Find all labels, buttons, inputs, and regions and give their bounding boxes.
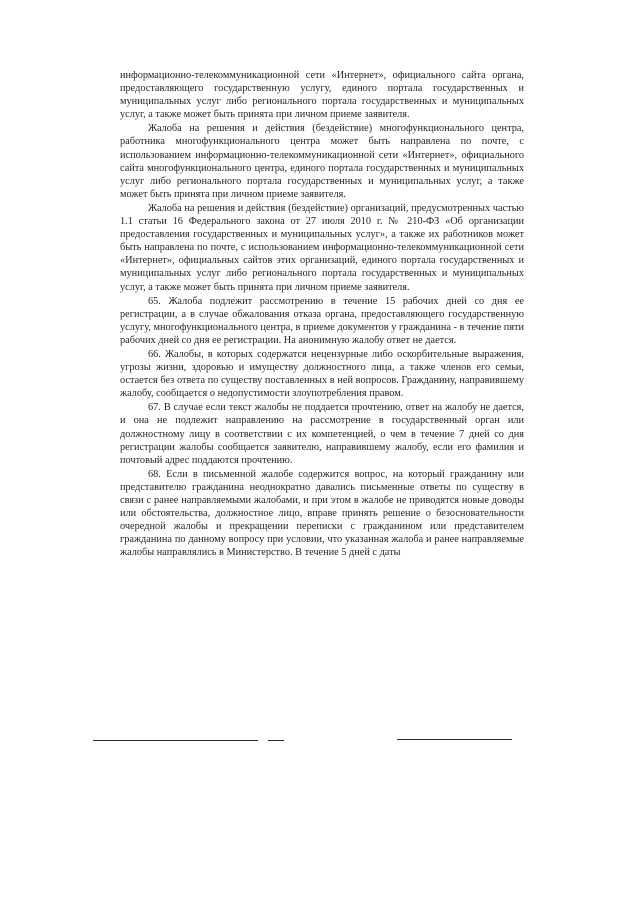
signature-line-right [397,739,512,740]
signature-line-dash [268,740,284,741]
signature-line-left [93,740,258,741]
paragraph-mfc-complaint: Жалоба на решения и действия (бездействие) многофункционального центра, работника многофункционального центра может быть направлена по почте, с использованием информационно-телекоммуникационной сети «Интернет», официального сайта многофункционального центра, единого портала государственных и муниципальных услуг либо регионального портала государственных и муниципальных услуг, а также может быть принята при личном приеме заявителя. [120,123,524,200]
paragraph-65: 65. Жалоба подлежит рассмотрению в течение 15 рабочих дней со дня ее регистрации, а в случае обжалования отказа органа, предоставляющего государственную услугу, многофункционального центра, в приеме документов у гражданина - в течение пяти рабочих дней со дня ее регистрации. На анонимную жалобу ответ не дается. [120,295,524,346]
paragraph-continuation: информационно-телекоммуникационной сети «Интернет», официального сайта органа, предоставляющего государственную услугу, единого портала государственных и муниципальных услуг либо регионального портала государственных и муниципальных услуг, а также может быть принята при личном приеме заявителя. [120,70,524,121]
paragraph-68: 68. Если в письменной жалобе содержится вопрос, на который гражданину или представителю гражданина неоднократно давались письменные ответы по существу в связи с ранее направляемыми жалобами, и при этом в жалобе не приводятся новые доводы или обстоятельства, должностное лицо, вправе принять решение о безосновательности очередной жалобы и прекращении переписки с гражданином или представителем гражданина по данному вопросу при условии, что указанная жалоба и ранее направляемые жалобы направлялись в Министерство. В течение 5 дней с даты [120,468,524,559]
paragraph-67: 67. В случае если текст жалобы не поддается прочтению, ответ на жалобу не дается, и она не подлежит направлению на рассмотрение в государственный орган или должностному лицу в соответствии с их компетенцией, о чем в течение 7 дней со дня регистрации жалобы сообщается заявителю, направившему жалобу, если его фамилия и почтовый адрес поддаются прочтению. [120,402,524,466]
paragraph-66: 66. Жалобы, в которых содержатся нецензурные либо оскорбительные выражения, угрозы жизни, здоровью и имуществу должностного лица, а также членов его семьи, остается без ответа по существу поставленных в ней вопросов. Гражданину, направившему жалобу, сообщается о недопустимости злоупотребления правом. [120,348,524,400]
paragraph-organizations-complaint: Жалоба на решения и действия (бездействие) организаций, предусмотренных частью 1.1 статьи 16 Федерального закона от 27 июля 2010 г. № 210-ФЗ «Об организации предоставления государственных и муниципальных услуг», а также их работников может быть направлена по почте, с использованием информационно-телекоммуникационной сети «Интернет», официальных сайтов этих организаций, единого портала государственных и муниципальных услуг либо регионального портала государственных и муниципальных услуг, а также может быть принята при личном приеме заявителя. [120,202,524,293]
